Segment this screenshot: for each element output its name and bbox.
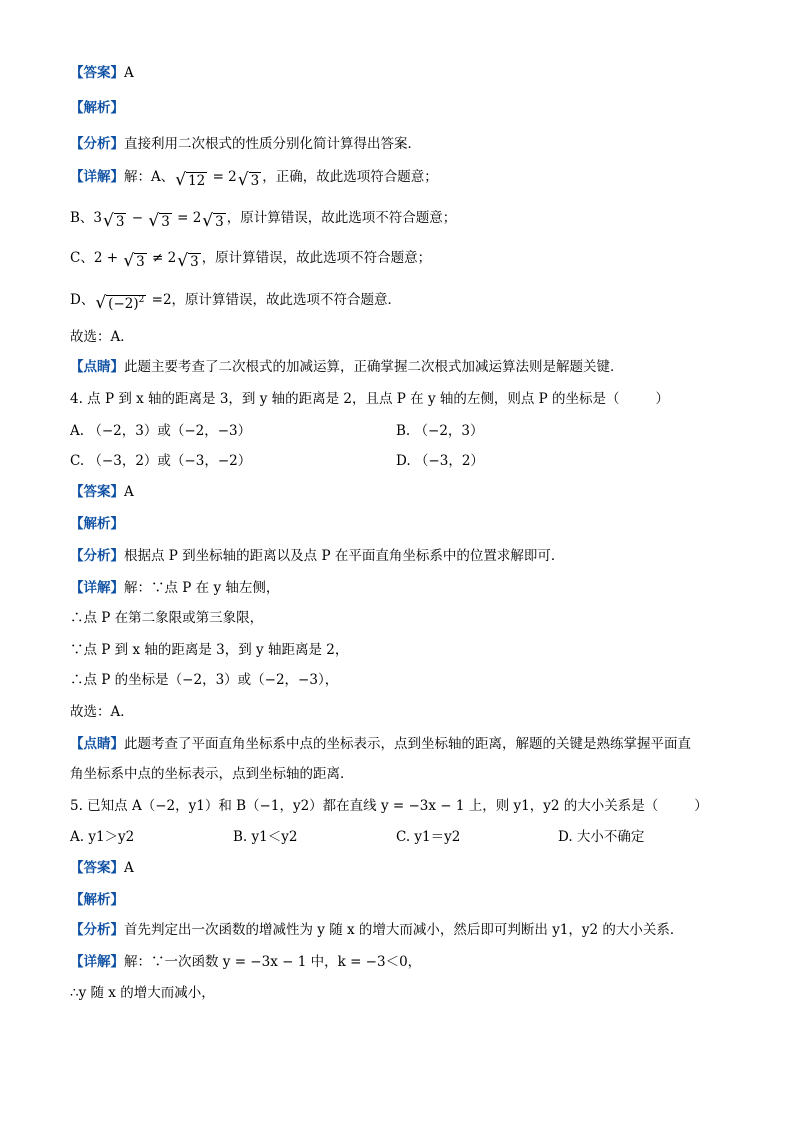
radical-sqrt-neg2-squared: √ $(-2)^2$ bbox=[95, 293, 145, 313]
option-c-comment: ，原计算错误，故此选项不符合题意； bbox=[201, 250, 432, 266]
q4-xiangjie-1 bbox=[70, 578, 754, 598]
choice-text: 故选：A． bbox=[70, 704, 134, 720]
coef-text: 3 bbox=[93, 210, 103, 226]
radical-sqrt3: √ 3 bbox=[123, 251, 145, 271]
q4-option-b: B. （−2，3） bbox=[396, 423, 484, 439]
q3-answer bbox=[70, 63, 754, 83]
xiangjie-tag: 【详解】 bbox=[70, 169, 124, 185]
q5-xiangjie-1 bbox=[70, 952, 754, 972]
stem-close: ） bbox=[655, 391, 670, 407]
q3-jiexi bbox=[70, 98, 754, 118]
q4-dianjing-2 bbox=[70, 764, 754, 784]
answer-value: A bbox=[124, 65, 134, 81]
xiangjie-lead: 解：A、 bbox=[124, 169, 175, 185]
q5-answer bbox=[70, 858, 754, 878]
jiexi-tag: 【解析】 bbox=[70, 100, 124, 116]
answer-tag: 【答案】 bbox=[70, 860, 124, 876]
option-d-lead: D、 bbox=[70, 292, 95, 308]
not-equal-text: ≠ 2 bbox=[147, 250, 177, 266]
jiexi-tag: 【解析】 bbox=[70, 516, 124, 532]
solution-line: ∴y 随 x 的增大而减小， bbox=[70, 985, 215, 1001]
q5-fenxi bbox=[70, 920, 754, 940]
stem-close: ） bbox=[694, 798, 708, 814]
option-c-lead: C、 bbox=[70, 250, 94, 266]
radical-sqrt3: √ 3 bbox=[202, 211, 224, 231]
q3-fenxi bbox=[70, 134, 754, 154]
answer-value: A bbox=[124, 484, 134, 500]
q4-answer bbox=[70, 482, 754, 502]
answer-tag: 【答案】 bbox=[70, 484, 124, 500]
question-stem: 4. 点 P 到 x 轴的距离是 3，到 y 轴的距离是 2，且点 P 在 y 轴的左侧，则点 P 的坐标是（ bbox=[70, 391, 620, 407]
dianjing-tag: 【点睛】 bbox=[70, 359, 124, 375]
fenxi-tag: 【分析】 bbox=[70, 922, 124, 938]
q5-xiangjie-2 bbox=[70, 983, 754, 1003]
q5-stem bbox=[70, 796, 754, 816]
fenxi-text: 直接利用二次根式的性质分别化简计算得出答案． bbox=[124, 136, 421, 152]
equals-text: = 2 bbox=[172, 210, 202, 226]
fenxi-text: 首先判定出一次函数的增减性为 y 随 x 的增大而减小，然后即可判断出 y1，y2 的大小关系． bbox=[124, 922, 684, 938]
option-b-comment: ，原计算错误，故此选项不符合题意； bbox=[226, 210, 457, 226]
fenxi-tag: 【分析】 bbox=[70, 548, 124, 564]
q4-xiangjie-2 bbox=[70, 608, 754, 628]
dianjing-text: 此题考查了平面直角坐标系中点的坐标表示，点到坐标轴的距离，解题的关键是熟练掌握平面直 bbox=[124, 736, 691, 752]
solution-line: 解：∵点 P 在 y 轴左侧， bbox=[124, 580, 280, 596]
fenxi-text: 根据点 P 到坐标轴的距离以及点 P 在平面直角坐标系中的位置求解即可． bbox=[124, 548, 565, 564]
answer-tag: 【答案】 bbox=[70, 65, 124, 81]
option-b-lead: B、 bbox=[70, 210, 94, 226]
solution-line: 解：∵一次函数 y = −3x − 1 中，k = −3＜0， bbox=[124, 954, 422, 970]
q4-option-d: D. （−3，2） bbox=[396, 453, 484, 469]
radical-sqrt3: √ 3 bbox=[148, 211, 170, 231]
q3-option-b bbox=[70, 208, 754, 230]
choice-text: 故选：A． bbox=[70, 329, 134, 345]
jiexi-tag: 【解析】 bbox=[70, 892, 124, 908]
q3-option-d bbox=[70, 290, 754, 312]
dianjing-tag: 【点睛】 bbox=[70, 736, 124, 752]
q3-xiangjie-a bbox=[70, 167, 754, 189]
q3-guxuan bbox=[70, 327, 754, 347]
q3-dianjing bbox=[70, 357, 754, 377]
equals-text: = 2 bbox=[208, 169, 237, 185]
answer-value: A bbox=[124, 860, 134, 876]
solution-line: ∴点 P 的坐标是（−2，3）或（−2，−3）， bbox=[70, 672, 339, 688]
q4-guxuan bbox=[70, 702, 754, 722]
q4-xiangjie-3 bbox=[70, 640, 754, 660]
dianjing-text: 此题主要考查了二次根式的加减运算，正确掌握二次根式加减运算法则是解题关键． bbox=[124, 359, 624, 375]
fenxi-tag: 【分析】 bbox=[70, 136, 124, 152]
minus-text: − bbox=[127, 210, 148, 226]
plus-text: 2 + bbox=[93, 250, 123, 266]
q5-option-c: C. y1＝y2 bbox=[396, 829, 461, 845]
q3-option-c bbox=[70, 248, 754, 270]
dianjing-text: 角坐标系中点的坐标表示，点到坐标轴的距离． bbox=[70, 766, 354, 782]
radical-sqrt3: √ 3 bbox=[237, 170, 260, 190]
radical-sqrt3: √ 3 bbox=[177, 251, 199, 271]
radical-sqrt3: √ 3 bbox=[103, 211, 125, 231]
q4-xiangjie-4 bbox=[70, 670, 754, 690]
q4-option-c: C. （−3，2）或（−3，−2） bbox=[70, 453, 252, 469]
q5-option-b: B. y1＜y2 bbox=[233, 829, 298, 845]
q4-fenxi bbox=[70, 546, 754, 566]
radical-sqrt12: √ 12 bbox=[175, 170, 206, 190]
option-a-comment: ，正确，故此选项符合题意； bbox=[262, 169, 438, 185]
question-stem: 5. 已知点 A（−2，y1）和 B（−1，y2）都在直线 y = −3x − 1 上，则 y1，y2 的大小关系是（ bbox=[70, 798, 659, 814]
q4-option-a: A. （−2，3）或（−2，−3） bbox=[70, 423, 252, 439]
q4-stem bbox=[70, 389, 754, 409]
q4-dianjing-1 bbox=[70, 734, 754, 754]
xiangjie-tag: 【详解】 bbox=[70, 954, 124, 970]
q5-jiexi bbox=[70, 890, 754, 910]
option-d-comment: =2，原计算错误，故此选项不符合题意． bbox=[147, 292, 402, 308]
q5-option-d: D. 大小不确定 bbox=[558, 829, 645, 845]
solution-line: ∵点 P 到 x 轴的距离是 3，到 y 轴距离是 2， bbox=[70, 642, 349, 658]
q5-option-a: A. y1＞y2 bbox=[70, 829, 135, 845]
q4-jiexi bbox=[70, 514, 754, 534]
xiangjie-tag: 【详解】 bbox=[70, 580, 124, 596]
solution-line: ∴点 P 在第二象限或第三象限， bbox=[70, 610, 264, 626]
